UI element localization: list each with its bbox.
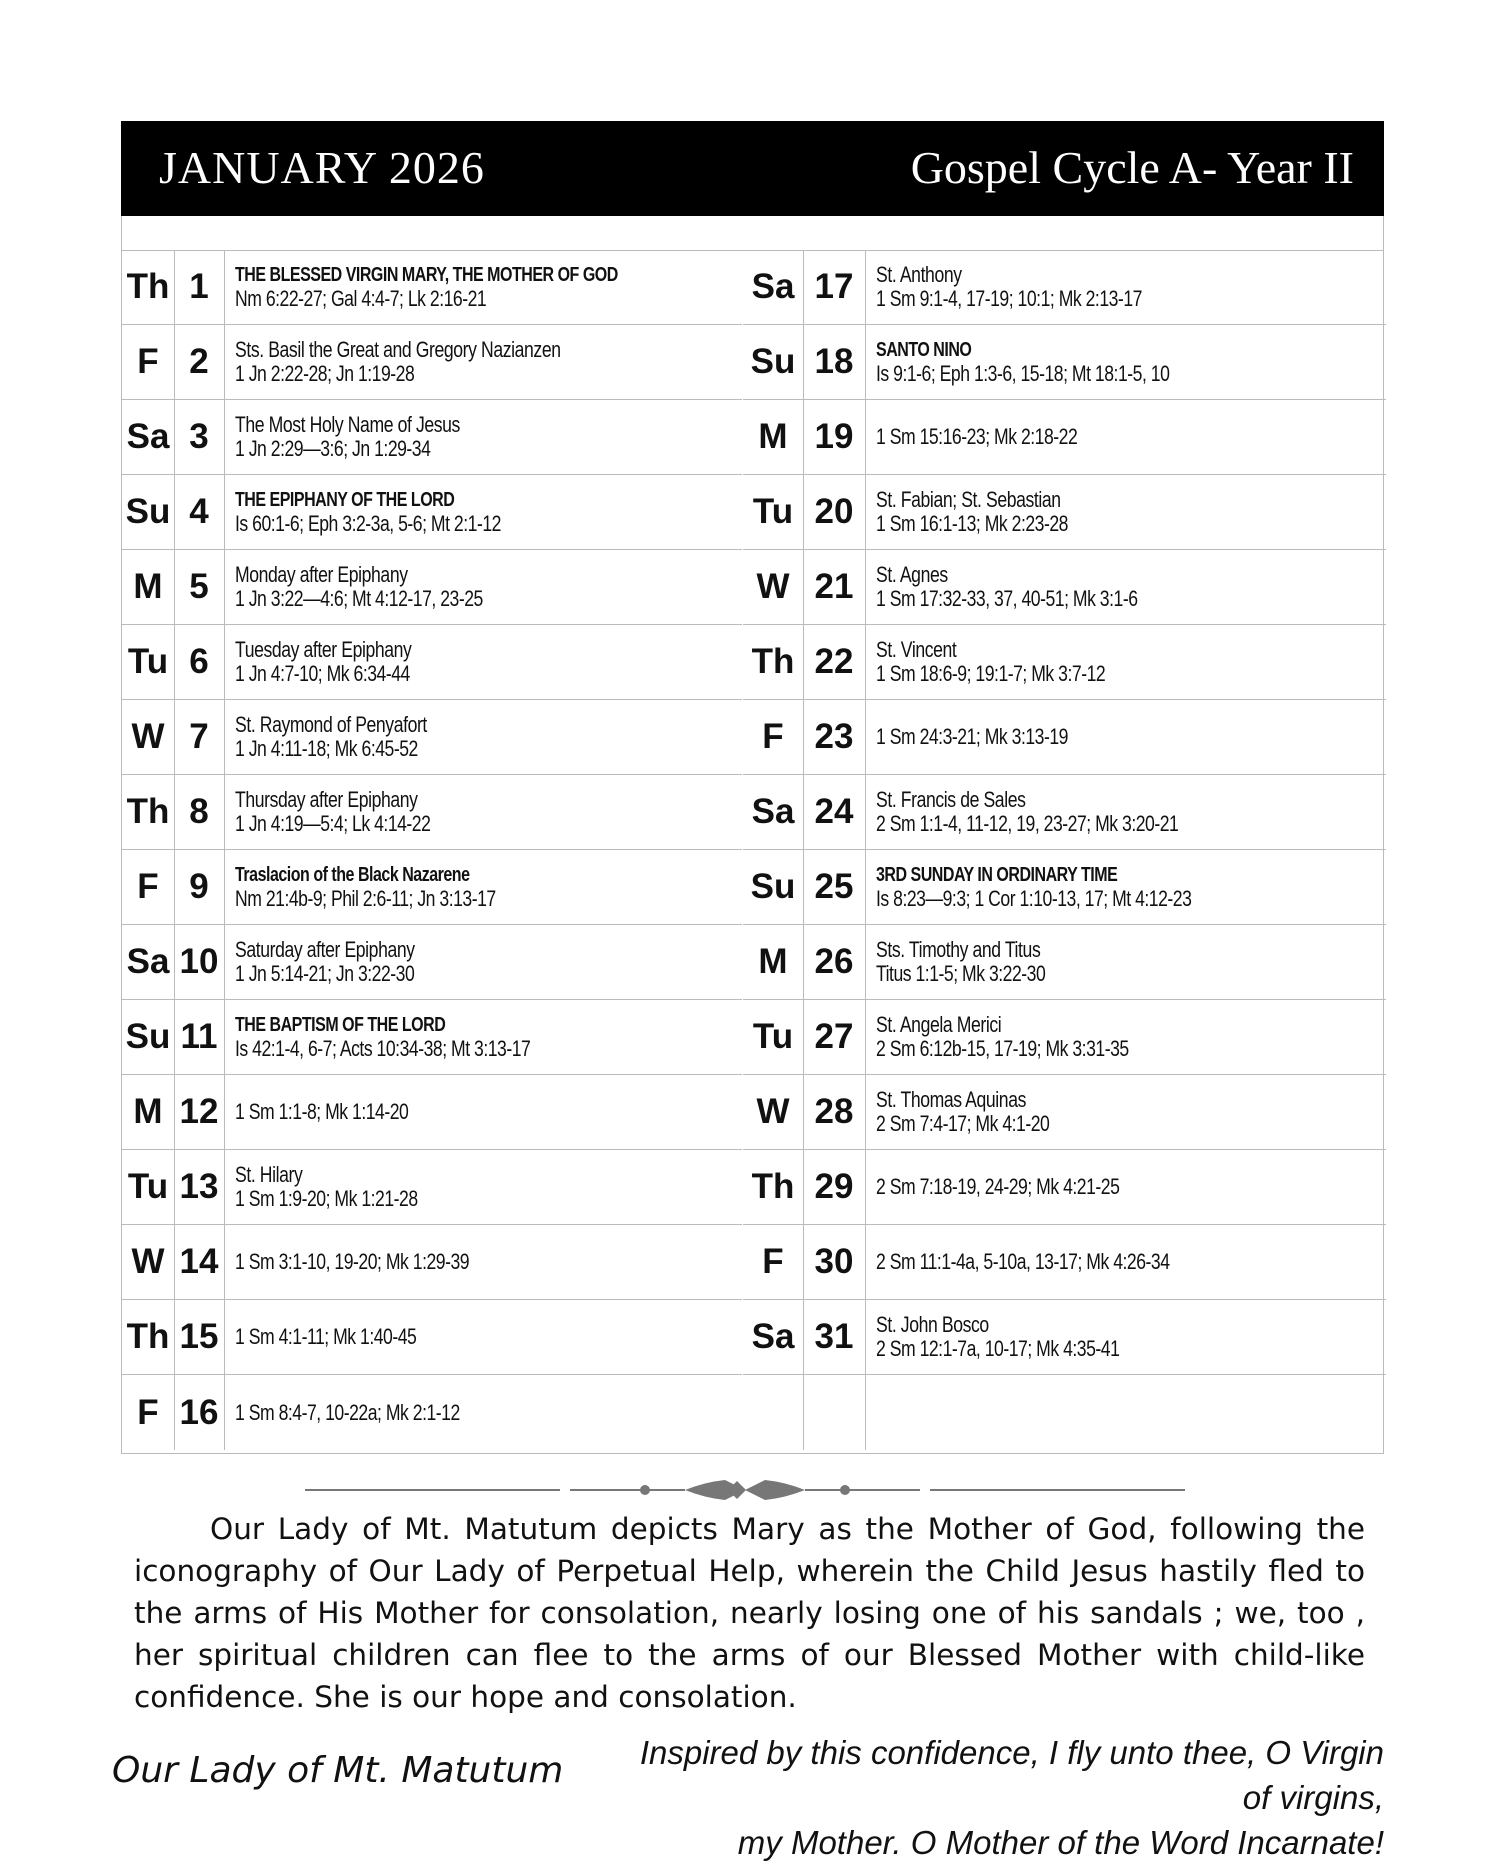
description-paragraph: Our Lady of Mt. Matutum depicts Mary as the Mother of God, following the iconography of Our Lady of Perpetual Help, wherein the Child Jesus hastily fled to the arms of His Mother for consolation, nearly losing one of his sandals ; we, too , her spiritual children can flee to the arms of our Blessed Mother with child-like confidence. She is our hope and consolation. (134, 1512, 1365, 1714)
calendar-day-row (122, 1075, 742, 1150)
day-number: 20 (803, 475, 866, 549)
day-info (235, 850, 734, 924)
scripture-readings: 1 Sm 18:6-9; 19:1-7; Mk 3:7-12 (876, 661, 1106, 686)
day-of-week: F (743, 1225, 804, 1299)
day-of-week (743, 1375, 804, 1450)
feast-name: 3RD SUNDAY IN ORDINARY TIME (876, 864, 1118, 886)
day-of-week: Th (743, 625, 804, 699)
scripture-readings: 2 Sm 6:12b-15, 17-19; Mk 3:31-35 (876, 1036, 1129, 1061)
day-number: 19 (803, 400, 866, 474)
day-number: 24 (803, 775, 866, 849)
day-of-week: Tu (122, 625, 175, 699)
feast-name: THE BLESSED VIRGIN MARY, THE MOTHER OF GOD (235, 264, 618, 286)
calendar-day-row (743, 700, 1386, 775)
calendar-day-row (743, 925, 1386, 1000)
day-of-week: M (743, 925, 804, 999)
scripture-readings: 2 Sm 1:1-4, 11-12, 19, 23-27; Mk 3:20-21 (876, 811, 1179, 836)
scripture-readings: 1 Sm 3:1-10, 19-20; Mk 1:29-39 (235, 1249, 470, 1274)
day-number: 6 (174, 625, 225, 699)
calendar-day-row (122, 1375, 742, 1450)
calendar-day-row (743, 550, 1386, 625)
day-of-week: Su (743, 325, 804, 399)
day-of-week: Su (122, 475, 175, 549)
day-info (235, 550, 734, 624)
day-info (235, 1300, 734, 1374)
scripture-readings: Titus 1:1-5; Mk 3:22-30 (876, 961, 1046, 986)
day-number: 26 (803, 925, 866, 999)
scripture-readings: Nm 6:22-27; Gal 4:4-7; Lk 2:16-21 (235, 286, 487, 311)
feast-name: St. Fabian; St. Sebastian (876, 487, 1061, 512)
day-of-week: F (122, 325, 175, 399)
day-number: 1 (174, 250, 225, 324)
day-info (876, 1150, 1378, 1224)
scripture-readings: 2 Sm 7:18-19, 24-29; Mk 4:21-25 (876, 1174, 1120, 1199)
day-number: 11 (174, 1000, 225, 1074)
prayer-line-1: Inspired by this confidence, I fly unto thee, O Virgin of virgins, (639, 1734, 1384, 1816)
day-of-week: Sa (122, 400, 175, 474)
calendar-day-row (122, 475, 742, 550)
calendar-day-row (122, 325, 742, 400)
day-number: 31 (803, 1300, 866, 1374)
day-number: 7 (174, 700, 225, 774)
calendar-day-row (743, 625, 1386, 700)
day-number: 5 (174, 550, 225, 624)
day-of-week: Tu (122, 1150, 175, 1224)
scripture-readings: Is 42:1-4, 6-7; Acts 10:34-38; Mt 3:13-17 (235, 1036, 531, 1061)
day-of-week: Su (743, 850, 804, 924)
scripture-readings: Nm 21:4b-9; Phil 2:6-11; Jn 3:13-17 (235, 886, 496, 911)
day-number: 10 (174, 925, 225, 999)
day-info (235, 250, 734, 324)
day-number: 14 (174, 1225, 225, 1299)
prayer-quote (604, 1730, 1384, 1865)
day-of-week: Sa (743, 250, 804, 324)
calendar-day-row (743, 1375, 1386, 1450)
feast-name: St. Hilary (235, 1162, 303, 1187)
grid-spacer-row (122, 216, 1383, 251)
day-of-week: Th (122, 250, 175, 324)
calendar-grid (121, 216, 1384, 1454)
calendar-day-row (122, 1150, 742, 1225)
day-info (876, 325, 1378, 399)
feast-name: The Most Holy Name of Jesus (235, 412, 460, 437)
day-info (876, 1225, 1378, 1299)
day-number: 2 (174, 325, 225, 399)
scripture-readings: 1 Jn 4:11-18; Mk 6:45-52 (235, 736, 418, 761)
day-of-week: Sa (743, 775, 804, 849)
day-of-week: M (122, 1075, 175, 1149)
calendar-day-row (122, 1225, 742, 1300)
calendar-day-row (122, 250, 742, 325)
calendar-header (121, 121, 1384, 216)
day-of-week: Sa (122, 925, 175, 999)
scripture-readings: 2 Sm 11:1-4a, 5-10a, 13-17; Mk 4:26-34 (876, 1249, 1170, 1274)
day-of-week: Tu (743, 1000, 804, 1074)
scripture-readings: 1 Sm 24:3-21; Mk 3:13-19 (876, 724, 1068, 749)
day-info (876, 1300, 1378, 1374)
day-of-week: W (743, 550, 804, 624)
scripture-readings: 1 Sm 1:1-8; Mk 1:14-20 (235, 1099, 409, 1124)
calendar-day-row (122, 850, 742, 925)
scripture-readings: 1 Jn 5:14-21; Jn 3:22-30 (235, 961, 415, 986)
feast-name: THE BAPTISM OF THE LORD (235, 1014, 446, 1036)
feast-name: SANTO NINO (876, 339, 972, 361)
feast-name: Monday after Epiphany (235, 562, 408, 587)
calendar-day-row (743, 1225, 1386, 1300)
feast-name: THE EPIPHANY OF THE LORD (235, 489, 455, 511)
ornamental-divider (305, 1478, 1185, 1502)
feast-name: Sts. Timothy and Titus (876, 937, 1041, 962)
day-info (876, 475, 1378, 549)
day-of-week: Su (122, 1000, 175, 1074)
scripture-readings: 1 Jn 3:22—4:6; Mt 4:12-17, 23-25 (235, 586, 483, 611)
day-of-week: Th (122, 775, 175, 849)
day-number: 21 (803, 550, 866, 624)
calendar-day-row (122, 925, 742, 1000)
day-info (235, 400, 734, 474)
day-number: 12 (174, 1075, 225, 1149)
day-number: 13 (174, 1150, 225, 1224)
scripture-readings: 1 Sm 1:9-20; Mk 1:21-28 (235, 1186, 418, 1211)
day-number: 17 (803, 250, 866, 324)
scripture-readings: 1 Jn 4:19—5:4; Lk 4:14-22 (235, 811, 431, 836)
day-info (235, 925, 734, 999)
day-of-week: W (122, 700, 175, 774)
calendar-day-row (122, 550, 742, 625)
scripture-readings: 1 Sm 17:32-33, 37, 40-51; Mk 3:1-6 (876, 586, 1138, 611)
day-of-week: M (122, 550, 175, 624)
day-info (876, 775, 1378, 849)
feast-name: St. Francis de Sales (876, 787, 1026, 812)
scripture-readings: 2 Sm 7:4-17; Mk 4:1-20 (876, 1111, 1050, 1136)
day-info (876, 925, 1378, 999)
month-title: JANUARY 2026 (159, 142, 485, 193)
scripture-readings: Is 8:23—9:3; 1 Cor 1:10-13, 17; Mt 4:12-23 (876, 886, 1192, 911)
day-number: 22 (803, 625, 866, 699)
calendar-day-row (122, 1000, 742, 1075)
day-number: 4 (174, 475, 225, 549)
calendar-day-row (743, 775, 1386, 850)
day-of-week: W (122, 1225, 175, 1299)
day-info (876, 850, 1378, 924)
feast-name: St. Agnes (876, 562, 948, 587)
day-info (876, 400, 1378, 474)
scripture-readings: 1 Sm 4:1-11; Mk 1:40-45 (235, 1324, 417, 1349)
feast-name: St. Anthony (876, 262, 962, 287)
scripture-readings: 1 Jn 4:7-10; Mk 6:34-44 (235, 661, 410, 686)
day-info (876, 700, 1378, 774)
scripture-readings: Is 60:1-6; Eph 3:2-3a, 5-6; Mt 2:1-12 (235, 511, 501, 536)
day-of-week: F (122, 850, 175, 924)
day-of-week: M (743, 400, 804, 474)
day-of-week: W (743, 1075, 804, 1149)
calendar-day-row (743, 850, 1386, 925)
scripture-readings: 1 Sm 16:1-13; Mk 2:23-28 (876, 511, 1068, 536)
calendar-day-row (122, 1300, 742, 1375)
calendar-day-row (122, 775, 742, 850)
day-info (235, 625, 734, 699)
calendar-day-row (743, 475, 1386, 550)
day-of-week: Sa (743, 1300, 804, 1374)
feast-name: St. John Bosco (876, 1312, 989, 1337)
feast-name: St. Angela Merici (876, 1012, 1002, 1037)
calendar-day-row (743, 1150, 1386, 1225)
day-of-week: F (122, 1375, 175, 1450)
feast-name: Saturday after Epiphany (235, 937, 415, 962)
scripture-readings: 2 Sm 12:1-7a, 10-17; Mk 4:35-41 (876, 1336, 1120, 1361)
scripture-readings: 1 Jn 2:22-28; Jn 1:19-28 (235, 361, 415, 386)
day-number: 30 (803, 1225, 866, 1299)
scripture-readings: 1 Sm 15:16-23; Mk 2:18-22 (876, 424, 1078, 449)
feast-name: St. Vincent (876, 637, 957, 662)
calendar-day-row (743, 1300, 1386, 1375)
day-info (876, 1075, 1378, 1149)
day-of-week: Th (743, 1150, 804, 1224)
feast-name: St. Raymond of Penyafort (235, 712, 427, 737)
day-number: 29 (803, 1150, 866, 1224)
feast-name: Traslacion of the Black Nazarene (235, 864, 470, 886)
feast-name: Thursday after Epiphany (235, 787, 418, 812)
day-of-week: F (743, 700, 804, 774)
day-info (876, 250, 1378, 324)
day-number: 28 (803, 1075, 866, 1149)
image-caption: Our Lady of Mt. Matutum (112, 1750, 564, 1791)
day-info (235, 1075, 734, 1149)
day-number: 3 (174, 400, 225, 474)
day-number: 27 (803, 1000, 866, 1074)
scripture-readings: 1 Jn 2:29—3:6; Jn 1:29-34 (235, 436, 431, 461)
day-of-week: Tu (743, 475, 804, 549)
day-info (876, 550, 1378, 624)
day-info (235, 1375, 734, 1450)
day-info (235, 775, 734, 849)
day-number: 9 (174, 850, 225, 924)
calendar-day-row (122, 700, 742, 775)
calendar-day-row (122, 625, 742, 700)
feast-name: Tuesday after Epiphany (235, 637, 412, 662)
scripture-readings: Is 9:1-6; Eph 1:3-6, 15-18; Mt 18:1-5, 10 (876, 361, 1170, 386)
calendar-day-row (743, 400, 1386, 475)
day-info (235, 1150, 734, 1224)
day-number: 23 (803, 700, 866, 774)
day-info (235, 1225, 734, 1299)
day-info (876, 1000, 1378, 1074)
day-number (803, 1375, 866, 1450)
calendar-day-row (743, 250, 1386, 325)
day-of-week: Th (122, 1300, 175, 1374)
prayer-line-2: my Mother. O Mother of the Word Incarnate! (737, 1824, 1384, 1861)
day-number: 8 (174, 775, 225, 849)
scripture-readings: 1 Sm 9:1-4, 17-19; 10:1; Mk 2:13-17 (876, 286, 1142, 311)
day-info (235, 325, 734, 399)
scripture-readings: 1 Sm 8:4-7, 10-22a; Mk 2:1-12 (235, 1399, 460, 1425)
day-number: 16 (174, 1375, 225, 1450)
calendar-day-row (743, 1075, 1386, 1150)
calendar-day-row (122, 400, 742, 475)
day-info (876, 625, 1378, 699)
calendar-day-row (743, 1000, 1386, 1075)
day-number: 25 (803, 850, 866, 924)
day-number: 15 (174, 1300, 225, 1374)
day-info (235, 1000, 734, 1074)
day-info (235, 475, 734, 549)
day-number: 18 (803, 325, 866, 399)
feast-name: St. Thomas Aquinas (876, 1087, 1026, 1112)
day-info (876, 1375, 1378, 1450)
feast-name: Sts. Basil the Great and Gregory Nazianzen (235, 337, 561, 362)
gospel-cycle: Gospel Cycle A- Year II (910, 142, 1354, 193)
day-info (235, 700, 734, 774)
calendar-day-row (743, 325, 1386, 400)
